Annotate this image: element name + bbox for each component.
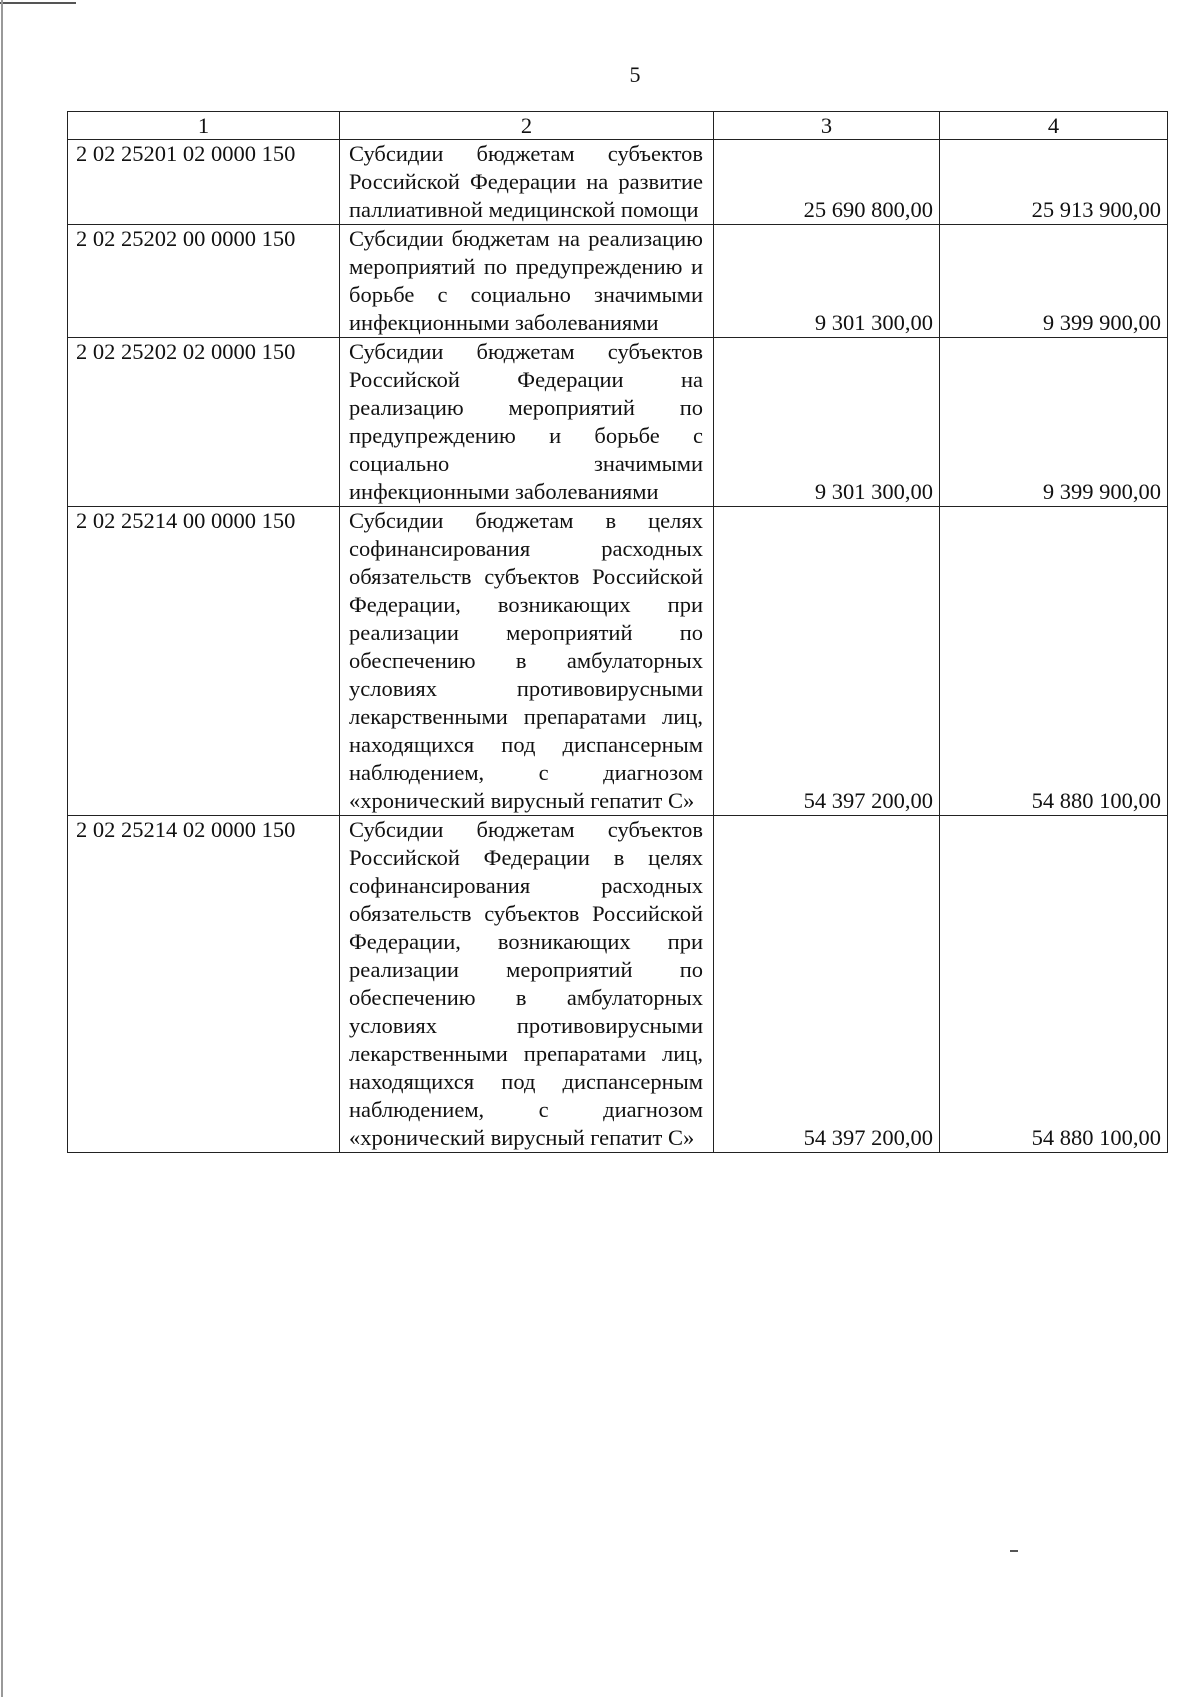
table-row <box>68 338 1168 507</box>
scan-artifact-dash <box>1010 1550 1018 1552</box>
scan-artifact-top-left <box>0 2 76 4</box>
table-row <box>68 140 1168 225</box>
revenue-name-cell: Субсидии бюджетам в целях софинансирования расходных обязательств субъектов Российской Федерации, возникающих при реализации мероприятий по обеспечению в амбулаторных условиях противовирусными лекарственными препаратами лиц, находящихся под диспансерным наблюдением, с диагнозом «хронический вирусный гепатит С» <box>340 507 714 816</box>
header-col-3: 3 <box>714 112 940 140</box>
budget-code-cell: 2 02 25202 02 0000 150 <box>68 338 340 507</box>
table-row <box>68 816 1168 1153</box>
page-number: 5 <box>629 62 641 87</box>
table-header-row <box>68 112 1168 140</box>
revenue-name-cell: Субсидии бюджетам субъектов Российской Федерации на реализацию мероприятий по предупреждению и борьбе с социально значимыми инфекционными заболеваниями <box>340 338 714 507</box>
amount-col-3-cell: 9 301 300,00 <box>714 338 940 507</box>
header-col-2: 2 <box>340 112 714 140</box>
amount-col-4-cell: 54 880 100,00 <box>940 507 1168 816</box>
amount-col-4-cell: 25 913 900,00 <box>940 140 1168 225</box>
budget-revenue-table <box>67 111 1168 1153</box>
table-row <box>68 225 1168 338</box>
revenue-name-cell: Субсидии бюджетам на реализацию мероприятий по предупреждению и борьбе с социально значимыми инфекционными заболеваниями <box>340 225 714 338</box>
budget-code-cell: 2 02 25214 00 0000 150 <box>68 507 340 816</box>
table-row <box>68 507 1168 816</box>
revenue-name-cell: Субсидии бюджетам субъектов Российской Федерации в целях софинансирования расходных обязательств субъектов Российской Федерации, возникающих при реализации мероприятий по обеспечению в амбулаторных условиях противовирусными лекарственными препаратами лиц, находящихся под диспансерным наблюдением, с диагнозом «хронический вирусный гепатит С» <box>340 816 714 1153</box>
budget-code-cell: 2 02 25214 02 0000 150 <box>68 816 340 1153</box>
header-col-4: 4 <box>940 112 1168 140</box>
budget-code-cell: 2 02 25202 00 0000 150 <box>68 225 340 338</box>
scan-artifact-left-edge <box>1 0 3 1697</box>
budget-code-cell: 2 02 25201 02 0000 150 <box>68 140 340 225</box>
revenue-name-cell: Субсидии бюджетам субъектов Российской Федерации на развитие паллиативной медицинской помощи <box>340 140 714 225</box>
amount-col-3-cell: 54 397 200,00 <box>714 507 940 816</box>
amount-col-3-cell: 54 397 200,00 <box>714 816 940 1153</box>
amount-col-3-cell: 25 690 800,00 <box>714 140 940 225</box>
amount-col-4-cell: 54 880 100,00 <box>940 816 1168 1153</box>
amount-col-4-cell: 9 399 900,00 <box>940 225 1168 338</box>
header-col-1: 1 <box>68 112 340 140</box>
amount-col-4-cell: 9 399 900,00 <box>940 338 1168 507</box>
amount-col-3-cell: 9 301 300,00 <box>714 225 940 338</box>
